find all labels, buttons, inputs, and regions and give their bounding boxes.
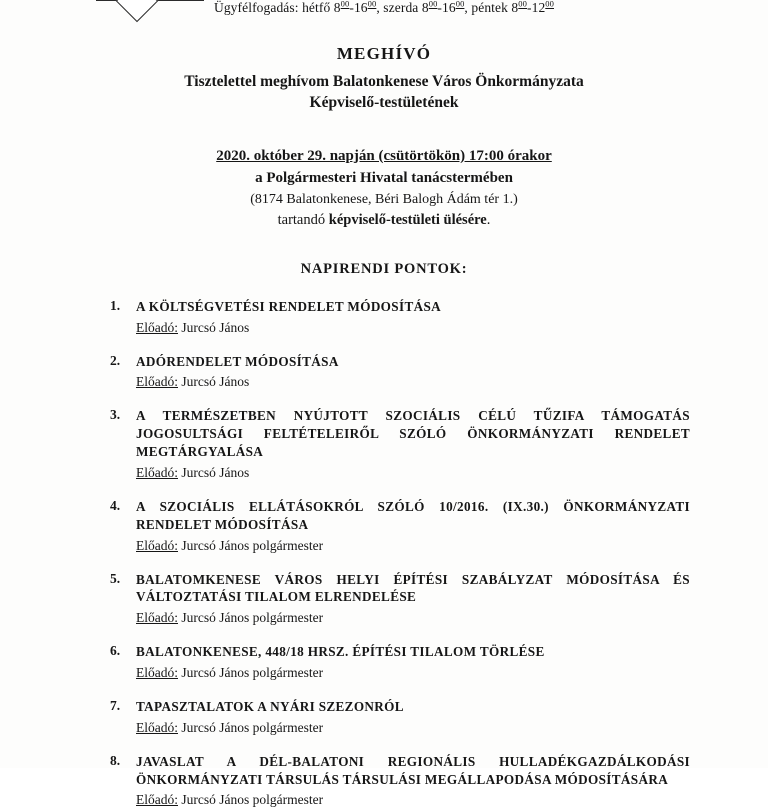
speaker-label: Előadó: (136, 610, 178, 626)
item-speaker (136, 665, 690, 681)
meeting-purpose (0, 210, 768, 231)
item-speaker (136, 320, 690, 336)
list-item (110, 407, 690, 480)
speaker-name: Jurcsó János (181, 319, 250, 335)
speaker-label: Előadó: (136, 464, 178, 480)
item-speaker (136, 610, 690, 626)
speaker-label: Előadó: (136, 792, 178, 808)
purpose-bold: képviselő-testületi ülésére (328, 211, 487, 228)
item-title: A TERMÉSZETBEN NYÚJTOTT SZOCIÁLIS CÉLÚ TŰZIFA TÁMOGATÁS JOGOSULTSÁGI FELTÉTELEIRŐL SZÓLÓ ÖNKORMÁNYZATI RENDELET MEGTÁRGYALÁSA (136, 408, 690, 460)
speaker-label: Előadó: (136, 374, 178, 390)
invitation-title: MEGHÍVÓ (336, 44, 432, 63)
item-number: 3. (110, 407, 121, 423)
item-body (136, 753, 690, 808)
meeting-details (0, 146, 768, 231)
item-number: 4. (110, 497, 121, 513)
invitation-line-1: Tisztelettel meghívom Balatonkenese Város Önkormányzata (184, 73, 584, 90)
agenda-list (0, 298, 768, 808)
list-item (110, 753, 690, 808)
speaker-name: Jurcsó János polgármester (181, 664, 324, 680)
speaker-name: Jurcsó János (181, 374, 250, 390)
speaker-name: Jurcsó János (181, 464, 250, 480)
item-number: 1. (110, 297, 121, 313)
meeting-date: 2020. október 29. napján (csütörtökön) 17:00 órakor (216, 148, 552, 164)
item-speaker (136, 538, 690, 554)
item-title: JAVASLAT A DÉL-BALATONI REGIONÁLIS HULLADÉKGAZDÁLKODÁSI ÖNKORMÁNYZATI TÁRSULÁS TÁRSULÁSI MEGÁLLAPODÁSA MÓDOSÍTÁSÁRA (136, 753, 690, 787)
item-body (136, 353, 690, 391)
item-title: A SZOCIÁLIS ELLÁTÁSOKRÓL SZÓLÓ 10/2016. (IX.30.) ÖNKORMÁNYZATI RENDELET MÓDOSÍTÁSA (136, 498, 690, 532)
list-item (110, 298, 690, 336)
item-title: BALATOMKENESE VÁROS HELYI ÉPÍTÉSI SZABÁLYZAT MÓDOSÍTÁSA ÉS VÁLTOZTATÁSI TILALOM ELRENDELÉSE (136, 571, 690, 605)
item-number: 2. (110, 352, 121, 368)
item-title: ADÓRENDELET MÓDOSÍTÁSA (136, 353, 339, 369)
item-body (136, 698, 690, 736)
item-body (136, 498, 690, 554)
list-item (110, 353, 690, 391)
list-item (110, 498, 690, 554)
header-decoration (0, 0, 768, 26)
speaker-label: Előadó: (136, 537, 178, 553)
speaker-label: Előadó: (136, 664, 178, 680)
item-number: 6. (110, 643, 121, 659)
item-speaker (136, 374, 690, 390)
item-body (136, 407, 690, 480)
office-hours-line: Ügyfélfogadás: hétfő $8^{00}-16^{00}$, szerda $8^{00}-16^{00}$, péntek $8^{00}-12^{00}$ (213, 0, 554, 15)
item-number: 7. (110, 697, 121, 713)
speaker-label: Előadó: (136, 719, 178, 735)
invitation-line-2: Képviselő-testületének (309, 94, 459, 111)
agenda-heading: NAPIRENDI PONTOK: (300, 260, 468, 277)
item-body (136, 571, 690, 627)
item-speaker (136, 720, 690, 736)
item-number: 8. (110, 752, 121, 768)
item-title: BALATONKENESE, 448/18 HRSZ. ÉPÍTÉSI TILALOM TÖRLÉSE (136, 644, 545, 660)
purpose-suffix: . (486, 211, 491, 228)
meeting-address: (8174 Balatonkenese, Béri Balogh Ádám tér 1.) (250, 191, 518, 207)
speaker-name: Jurcsó János polgármester (181, 610, 324, 626)
item-speaker (136, 465, 690, 481)
list-item (110, 571, 690, 627)
item-title: A KÖLTSÉGVETÉSI RENDELET MÓDOSÍTÁSA (136, 298, 442, 314)
list-item (110, 698, 690, 736)
speaker-label: Előadó: (136, 319, 178, 335)
item-body (136, 298, 690, 336)
item-body (136, 643, 690, 681)
speaker-name: Jurcsó János polgármester (181, 537, 324, 553)
item-title: TAPASZTALATOK A NYÁRI SZEZONRÓL (136, 698, 404, 714)
item-number: 5. (110, 570, 121, 586)
list-item (110, 643, 690, 681)
speaker-name: Jurcsó János polgármester (181, 719, 324, 735)
item-speaker (136, 792, 690, 808)
invitation-block (0, 44, 768, 112)
purpose-prefix: tartandó (277, 211, 329, 228)
speaker-name: Jurcsó János polgármester (181, 792, 324, 808)
meeting-place: a Polgármesteri Hivatal tanácstermében (255, 169, 513, 186)
